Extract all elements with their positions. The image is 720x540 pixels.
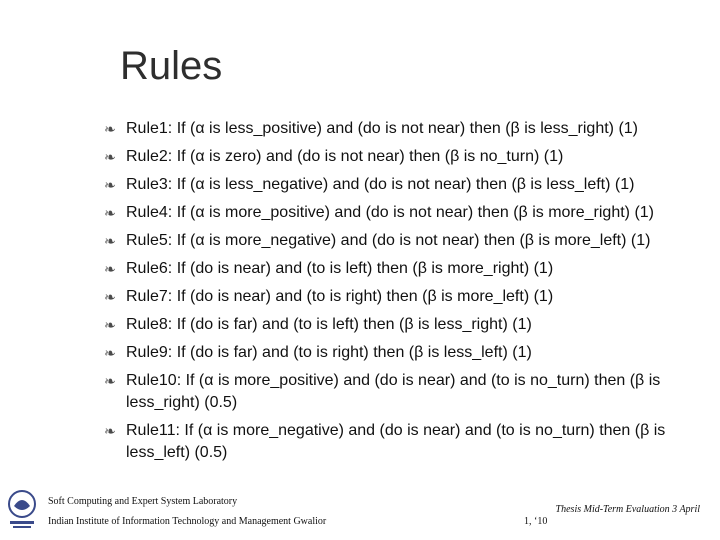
rule-item-10 xyxy=(104,370,704,414)
leaf-bullet-icon: ❧ xyxy=(104,424,116,440)
leaf-bullet-icon: ❧ xyxy=(104,178,116,194)
rule-text: Rule9: If (do is far) and (to is right) then (β is less_left) (1) xyxy=(126,344,532,361)
footer-institute: Indian Institute of Information Technology and Management Gwalior xyxy=(48,516,327,527)
rule-item-11 xyxy=(104,420,704,464)
leaf-bullet-icon: ❧ xyxy=(104,150,116,166)
rule-text: Rule7: If (do is near) and (to is right) then (β is more_left) (1) xyxy=(126,288,554,305)
rule-item-4 xyxy=(104,202,704,224)
rule-text: Rule10: If (α is more_positive) and (do is near) and (to is no_turn) then (β is less_right) (0.5) xyxy=(126,372,661,411)
rule-item-2 xyxy=(104,146,704,168)
rule-text: Rule2: If (α is zero) and (do is not near) then (β is no_turn) (1) xyxy=(126,148,564,165)
institute-logo xyxy=(4,488,40,530)
footer-event-line2: 1, ‘10 xyxy=(524,516,548,527)
rule-text: Rule6: If (do is near) and (to is left) then (β is more_right) (1) xyxy=(126,260,554,277)
rule-item-8 xyxy=(104,314,704,336)
rule-text: Rule4: If (α is more_positive) and (do is not near) then (β is more_right) (1) xyxy=(126,204,654,221)
rule-item-9 xyxy=(104,342,704,364)
leaf-bullet-icon: ❧ xyxy=(104,290,116,306)
leaf-bullet-icon: ❧ xyxy=(104,374,116,390)
footer-lab: Soft Computing and Expert System Laboratory xyxy=(48,496,238,507)
rule-item-5 xyxy=(104,230,704,252)
rule-item-7 xyxy=(104,286,704,308)
rule-item-6 xyxy=(104,258,704,280)
rule-text: Rule1: If (α is less_positive) and (do is not near) then (β is less_right) (1) xyxy=(126,120,638,137)
rule-text: Rule3: If (α is less_negative) and (do is not near) then (β is less_left) (1) xyxy=(126,176,635,193)
rules-list xyxy=(104,118,704,470)
leaf-bullet-icon: ❧ xyxy=(104,346,116,362)
slide-title: Rules xyxy=(120,44,223,88)
rule-item-1 xyxy=(104,118,704,140)
leaf-bullet-icon: ❧ xyxy=(104,318,116,334)
leaf-bullet-icon: ❧ xyxy=(104,122,116,138)
leaf-bullet-icon: ❧ xyxy=(104,234,116,250)
rule-text: Rule11: If (α is more_negative) and (do is near) and (to is no_turn) then (β is less_left) (0.5) xyxy=(126,422,666,461)
rule-text: Rule8: If (do is far) and (to is left) then (β is less_right) (1) xyxy=(126,316,532,333)
rule-item-3 xyxy=(104,174,704,196)
footer-event-line1: Thesis Mid-Term Evaluation 3 April xyxy=(555,504,700,515)
rule-text: Rule5: If (α is more_negative) and (do is not near) then (β is more_left) (1) xyxy=(126,232,651,249)
leaf-bullet-icon: ❧ xyxy=(104,262,116,278)
leaf-bullet-icon: ❧ xyxy=(104,206,116,222)
